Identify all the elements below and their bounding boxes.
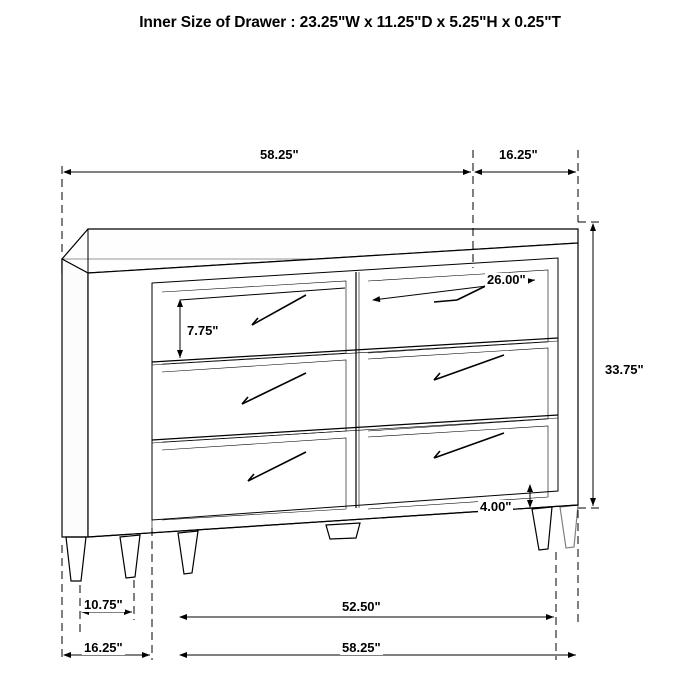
dim-bottom-inner-width: 52.50" (342, 599, 381, 614)
dim-overall-height: 33.75" (605, 362, 644, 377)
dim-bottom-overall-width: 58.25" (342, 640, 381, 655)
dim-top-left-width: 58.25" (260, 147, 299, 162)
dim-drawer-front-height: 7.75" (187, 323, 219, 338)
dim-leg-height: 4.00" (480, 499, 512, 514)
page-title: Inner Size of Drawer : 23.25"W x 11.25"D x 5.25"H x 0.25"T (139, 14, 561, 31)
dim-leg-offset: 10.75" (84, 597, 123, 612)
dim-top-right-width: 16.25" (499, 147, 538, 162)
dim-drawer-front-width: 26.00" (487, 272, 526, 287)
dim-bottom-left-offset: 16.25" (84, 640, 123, 655)
